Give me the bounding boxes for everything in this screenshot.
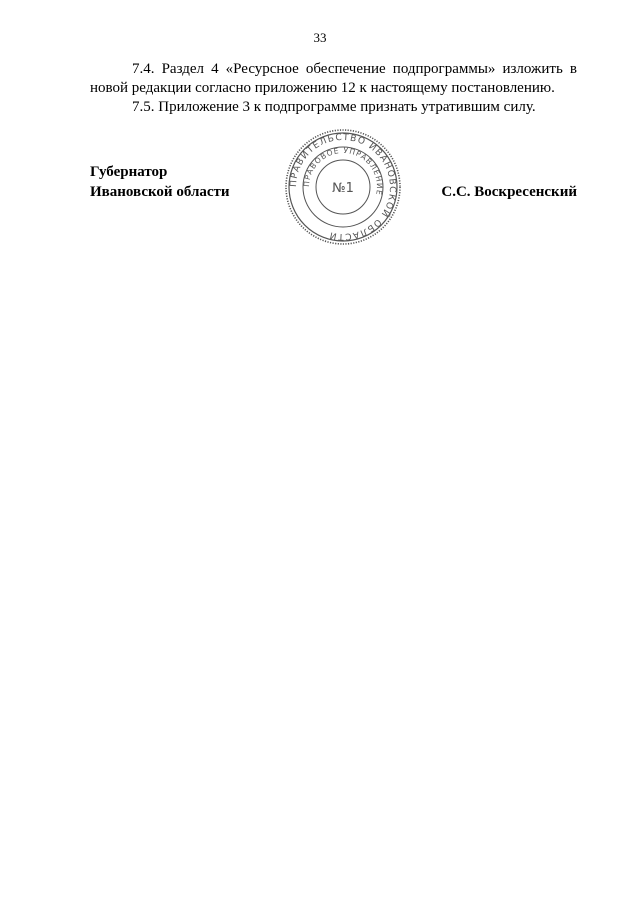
page-number: 33 (313, 30, 327, 45)
seal-center-text: №1 (332, 181, 354, 196)
body-text (90, 60, 577, 117)
seal-inner-text: ПРАВОВОЕ УПРАВЛЕНИЕ (301, 145, 385, 197)
seal-graphic (284, 128, 402, 246)
paragraph-7-4: 7.4. Раздел 4 «Ресурсное обеспечение подпрограммы» изложить в новой редакции согласно приложению 12 к настоящему постановлению. (90, 61, 577, 96)
signer-title (90, 162, 230, 202)
paragraph-7-5: 7.5. Приложение 3 к подпрограмме признать утратившим силу. (132, 99, 536, 115)
signer-title-line2: Ивановской области (90, 184, 230, 200)
signer-name: С.С. Воскресенский (441, 184, 577, 200)
signer-title-line1: Губернатор (90, 164, 168, 180)
official-seal (284, 128, 402, 246)
seal-outer-text: ПРАВИТЕЛЬСТВО ИВАНОВСКОЙ ОБЛАСТИ (288, 132, 398, 242)
